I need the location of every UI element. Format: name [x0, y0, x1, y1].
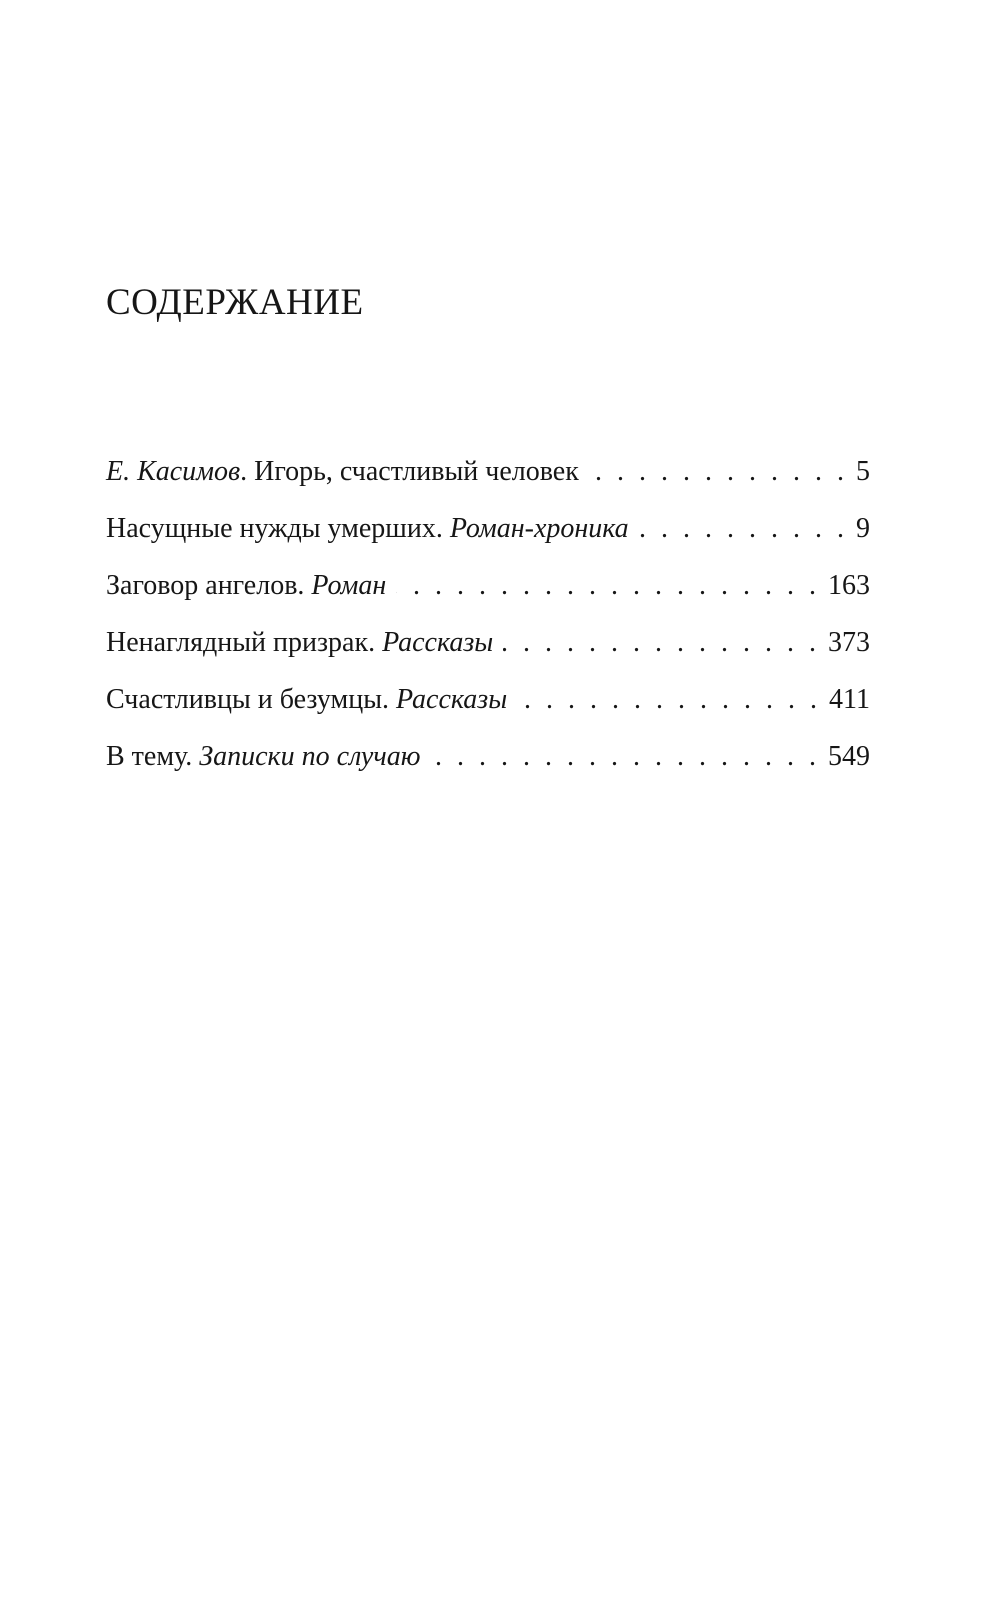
toc-entry-title-text: Счастливцы и безумцы. [106, 684, 397, 715]
toc-entry-page-number: 411 [829, 684, 870, 715]
toc-entry-title [106, 743, 420, 771]
toc-entry-genre: Записки по случаю [199, 741, 421, 772]
toc-entry-title [106, 572, 386, 600]
toc-entry-page-number: 549 [828, 741, 870, 772]
toc-entry [106, 743, 870, 800]
dot-leader [430, 743, 820, 771]
dot-leader [589, 458, 848, 486]
toc-entry-page-number: 5 [856, 456, 870, 487]
toc-entry-title [106, 458, 579, 486]
toc-entry-page-number: 163 [828, 570, 870, 601]
dot-leader [639, 515, 848, 543]
toc-entry-title-text: Заговор ангелов. [106, 570, 312, 601]
toc-entry-title [106, 629, 493, 657]
toc-entry-genre: Роман [311, 570, 387, 601]
toc-entry [106, 686, 870, 743]
toc-entry [106, 458, 870, 515]
toc-entry-title [106, 686, 507, 714]
dot-leader [396, 572, 820, 600]
toc-entry-author: Е. Касимов [106, 456, 241, 487]
dot-leader [503, 629, 820, 657]
toc-entry-page-number: 9 [856, 513, 870, 544]
toc-entry [106, 629, 870, 686]
table-of-contents [106, 458, 870, 800]
toc-entry-title-text: . Игорь, счастливый человек [240, 456, 579, 487]
page-title: СОДЕРЖАНИЕ [106, 282, 364, 323]
toc-entry-genre: Рассказы [396, 684, 508, 715]
toc-entry-genre: Роман-хроника [449, 513, 629, 544]
toc-entry-genre: Рассказы [382, 627, 494, 658]
toc-entry-title-text: Насущные нужды умерших. [106, 513, 450, 544]
toc-entry-title-text: Ненаглядный призрак. [106, 627, 383, 658]
toc-entry-title [106, 515, 629, 543]
toc-entry-title-text: В тему. [106, 741, 200, 772]
toc-entry [106, 515, 870, 572]
toc-entry [106, 572, 870, 629]
dot-leader [517, 686, 821, 714]
toc-entry-page-number: 373 [828, 627, 870, 658]
